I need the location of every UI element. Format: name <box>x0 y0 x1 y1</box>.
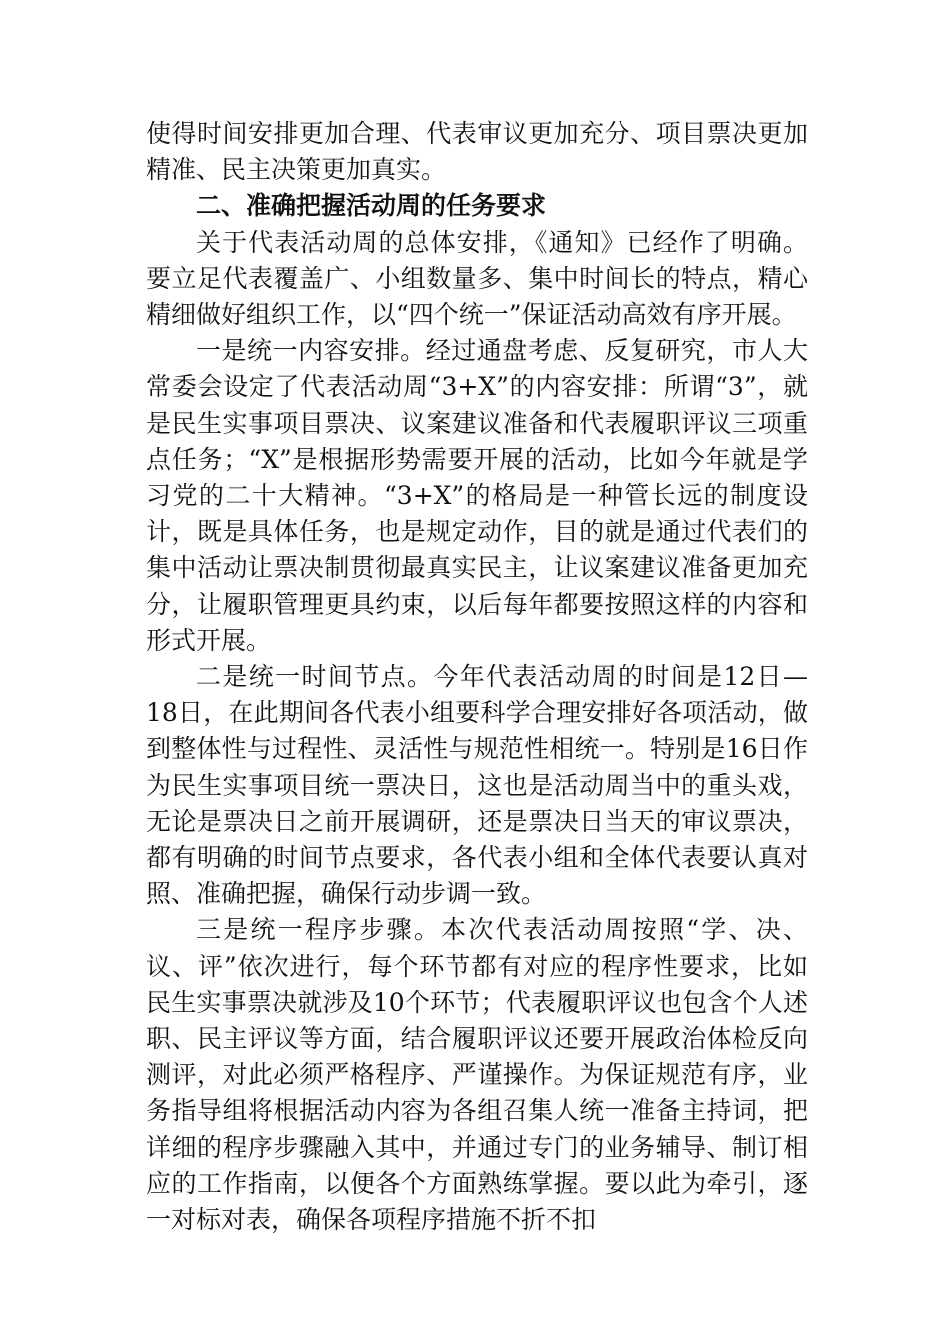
continuation-paragraph: 使得时间安排更加合理、代表审议更加充分、项目票决更加精准、民主决策更加真实。 <box>146 119 808 185</box>
paragraph-content-arrangement: 一是统一内容安排。经过通盘考虑、反复研究，市人大常委会设定了代表活动周“3+X”的内容安排：所谓“3”，就是民生实事项目票决、议案建议准备和代表履职评议三项重点任务；“X”是根据形势需要开展的活动，比如今年就是学习党的二十大精神。“3+X”的格局是一种管长远的制度设计，既是具体任务，也是规定动作，目的就是通过代表们的集中活动让票决制贯彻最真实民主，让议案建议准备更加充分，让履职管理更具约束，以后每年都要按照这样的内容和形式开展。 <box>146 336 808 655</box>
section-heading: 二、准确把握活动周的任务要求 <box>196 191 547 221</box>
document-page <box>146 116 808 1238</box>
paragraph-procedure-steps: 三是统一程序步骤。本次代表活动周按照“学、决、议、评”依次进行，每个环节都有对应的程序性要求，比如民生实事票决就涉及10个环节；代表履职评议也包含个人述职、民主评议等方面，结合履职评议还要开展政治体检反向测评，对此必须严格程序、严谨操作。为保证规范有序，业务指导组将根据活动内容为各组召集人统一准备主持词，把详细的程序步骤融入其中，并通过专门的业务辅导、制订相应的工作指南，以便各个方面熟练掌握。要以此为牵引，逐一对标对表，确保各项程序措施不折不扣 <box>146 915 808 1235</box>
paragraph-time-nodes: 二是统一时间节点。今年代表活动周的时间是12日—18日，在此期间各代表小组要科学合理安排好各项活动，做到整体性与过程性、灵活性与规范性相统一。特别是16日作为民生实事项目统一票决日，这也是活动周当中的重头戏，无论是票决日之前开展调研，还是票决日当天的审议票决，都有明确的时间节点要求，各代表小组和全体代表要认真对照、准确把握，确保行动步调一致。 <box>146 662 808 909</box>
paragraph-overview: 关于代表活动周的总体安排，《通知》已经作了明确。要立足代表覆盖广、小组数量多、集中时间长的特点，精心精细做好组织工作，以“四个统一”保证活动高效有序开展。 <box>146 227 808 330</box>
